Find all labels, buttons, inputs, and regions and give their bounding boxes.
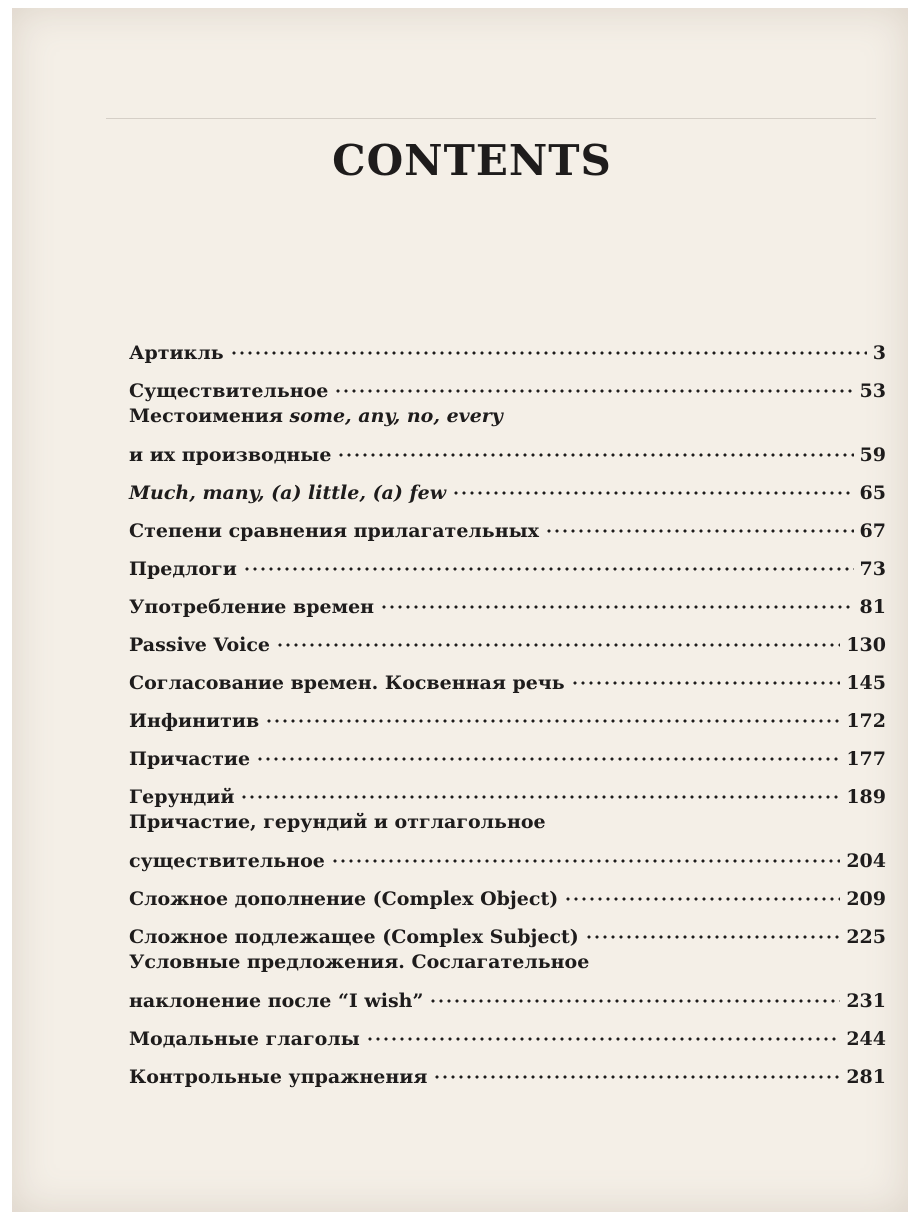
toc-entry: [129, 770, 886, 808]
toc-entry: [129, 1050, 886, 1088]
leader-dots: [331, 857, 840, 865]
toc-entry-page: 204: [846, 850, 886, 872]
toc-entry: [129, 694, 886, 732]
toc-entry-label-line1: Местоимения some, any, no, every: [129, 405, 503, 427]
leader-dots: [366, 1035, 841, 1043]
toc-entry-page: 244: [846, 1028, 886, 1050]
toc-entry-page: 172: [846, 710, 886, 732]
toc-entry-label: существительное: [129, 850, 325, 872]
toc-entry: [129, 872, 886, 910]
leader-dots: [452, 489, 853, 497]
toc-entry-label: Степени сравнения прилагательных: [129, 520, 539, 542]
toc-entry-page: 65: [859, 482, 886, 504]
toc-entry: [129, 618, 886, 656]
toc-entry-label: Контрольные упражнения: [129, 1066, 428, 1088]
toc-entry-page: 231: [846, 990, 886, 1012]
leader-dots: [243, 565, 854, 573]
toc-entry: [129, 466, 886, 504]
toc-entry-page: 225: [846, 926, 886, 948]
toc-entry: [129, 402, 886, 466]
toc-entry-label: Существительное: [129, 380, 329, 402]
toc-entry-page: 73: [859, 558, 886, 580]
toc-entry-label: Much, many, (a) little, (a) few: [129, 482, 447, 504]
toc-entry: [129, 504, 886, 542]
toc-entry: [129, 948, 886, 1012]
leader-dots: [571, 679, 841, 687]
leader-dots: [429, 997, 840, 1005]
toc-entry-page: 177: [846, 748, 886, 770]
toc-entry-label: Употребление времен: [129, 596, 375, 618]
toc-entry-page: 81: [859, 596, 886, 618]
leader-dots: [276, 641, 840, 649]
toc-entry-page: 189: [846, 786, 886, 808]
toc-entry-label: Сложное дополнение (Complex Object): [129, 888, 559, 910]
toc-entry-label: Предлоги: [129, 558, 237, 580]
table-of-contents: [129, 326, 886, 1088]
toc-entry-label: Passive Voice: [129, 634, 270, 656]
toc-entry: [129, 326, 886, 364]
toc-entry-label-line1: Условные предложения. Сослагательное: [129, 951, 590, 973]
leader-dots: [564, 895, 840, 903]
leader-dots: [230, 349, 867, 357]
leader-dots: [585, 933, 841, 941]
toc-entry: [129, 656, 886, 694]
toc-entry-page: 130: [846, 634, 886, 656]
toc-entry-page: 67: [859, 520, 886, 542]
toc-entry-label-line1: Причастие, герундий и отглагольное: [129, 811, 546, 833]
toc-entry: [129, 732, 886, 770]
toc-entry: [129, 580, 886, 618]
page-title: CONTENTS: [332, 136, 612, 185]
bleed-through-rule: [106, 118, 876, 119]
toc-entry-page: 53: [859, 380, 886, 402]
toc-entry-page: 209: [846, 888, 886, 910]
toc-entry-label: Согласование времен. Косвенная речь: [129, 672, 565, 694]
leader-dots: [380, 603, 853, 611]
toc-entry-label: Причастие: [129, 748, 251, 770]
book-page: [12, 8, 908, 1212]
toc-entry: [129, 364, 886, 402]
toc-entry-page: 281: [846, 1066, 886, 1088]
toc-entry-label: Артикль: [129, 342, 224, 364]
toc-entry-label: Герундий: [129, 786, 235, 808]
toc-entry-page: 145: [846, 672, 886, 694]
toc-entry-label: наклонение после “I wish”: [129, 990, 424, 1012]
toc-entry: [129, 910, 886, 948]
leader-dots: [265, 717, 840, 725]
leader-dots: [433, 1073, 840, 1081]
leader-dots: [337, 451, 853, 459]
toc-entry-label: Модальные глаголы: [129, 1028, 360, 1050]
leader-dots: [256, 755, 840, 763]
toc-entry-label: Сложное подлежащее (Complex Subject): [129, 926, 579, 948]
toc-entry-page: 59: [859, 444, 886, 466]
toc-entry-label: и их производные: [129, 444, 332, 466]
toc-entry: [129, 808, 886, 872]
toc-entry-label: Инфинитив: [129, 710, 260, 732]
leader-dots: [240, 793, 840, 801]
toc-entry: [129, 542, 886, 580]
leader-dots: [334, 387, 853, 395]
leader-dots: [545, 527, 854, 535]
toc-entry-page: 3: [872, 342, 886, 364]
toc-entry: [129, 1012, 886, 1050]
